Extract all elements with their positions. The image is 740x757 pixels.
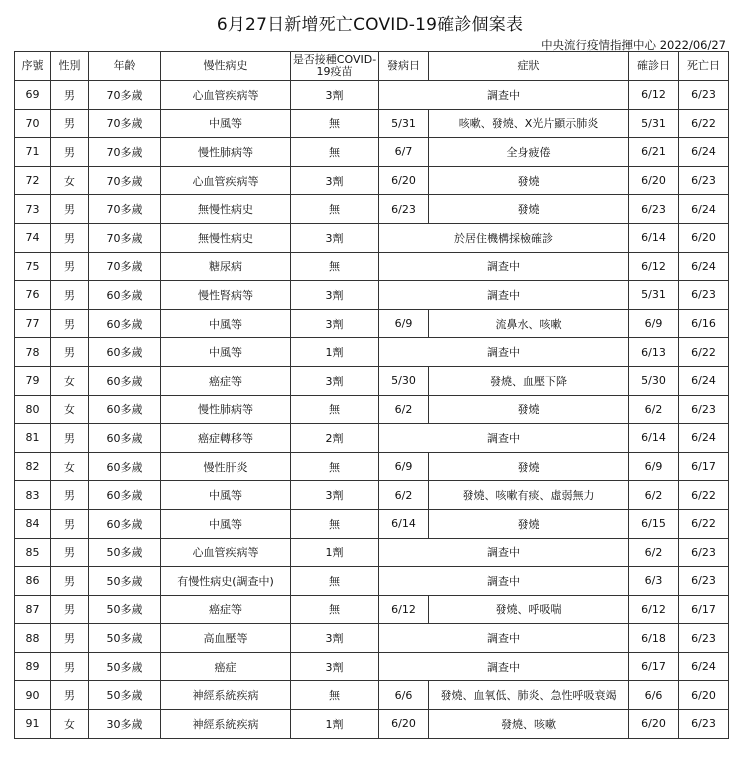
cell-vaccine: 3劑 xyxy=(291,309,379,338)
table-row xyxy=(15,166,729,195)
cell-onset: 5/30 xyxy=(379,366,429,395)
cell-symptoms: 調查中 xyxy=(379,424,629,453)
cell-sex: 男 xyxy=(51,281,89,310)
cell-age: 70多歲 xyxy=(89,195,161,224)
page-title: 6月27日新增死亡COVID-19確診個案表 xyxy=(216,15,524,35)
cell-no: 79 xyxy=(15,366,51,395)
cell-no: 70 xyxy=(15,109,51,138)
cell-sex: 男 xyxy=(51,595,89,624)
cell-age: 60多歲 xyxy=(89,424,161,453)
cell-no: 72 xyxy=(15,166,51,195)
table-header-row xyxy=(15,52,729,81)
cell-symptoms: 流鼻水、咳嗽 xyxy=(429,309,629,338)
case-table xyxy=(14,51,729,739)
cell-vaccine: 3劑 xyxy=(291,166,379,195)
cell-age: 60多歲 xyxy=(89,281,161,310)
cell-death: 6/23 xyxy=(679,166,729,195)
cell-vaccine: 1劑 xyxy=(291,710,379,739)
cell-no: 77 xyxy=(15,309,51,338)
cell-onset: 6/2 xyxy=(379,481,429,510)
cell-death: 6/22 xyxy=(679,338,729,367)
cell-no: 83 xyxy=(15,481,51,510)
cell-age: 50多歲 xyxy=(89,652,161,681)
table-row xyxy=(15,681,729,710)
table-row xyxy=(15,138,729,167)
cell-disease: 神經系統疾病 xyxy=(161,681,291,710)
cell-disease: 癌症 xyxy=(161,652,291,681)
cell-symptoms: 發燒 xyxy=(429,509,629,538)
cell-disease: 慢性腎病等 xyxy=(161,281,291,310)
cell-no: 91 xyxy=(15,710,51,739)
cell-onset: 6/12 xyxy=(379,595,429,624)
cell-disease: 中風等 xyxy=(161,338,291,367)
cell-confirm: 6/12 xyxy=(629,595,679,624)
cell-disease: 慢性肺病等 xyxy=(161,138,291,167)
cell-onset: 6/14 xyxy=(379,509,429,538)
cell-confirm: 6/21 xyxy=(629,138,679,167)
cell-sex: 男 xyxy=(51,652,89,681)
table-row xyxy=(15,509,729,538)
cell-onset: 6/20 xyxy=(379,166,429,195)
cell-symptoms: 發燒 xyxy=(429,452,629,481)
cell-age: 60多歲 xyxy=(89,452,161,481)
cell-disease: 癌症等 xyxy=(161,366,291,395)
cell-age: 50多歲 xyxy=(89,681,161,710)
cell-sex: 女 xyxy=(51,710,89,739)
cell-vaccine: 無 xyxy=(291,509,379,538)
cell-symptoms: 於居住機構採檢確診 xyxy=(379,223,629,252)
cell-confirm: 6/2 xyxy=(629,481,679,510)
cell-disease: 中風等 xyxy=(161,509,291,538)
table-row xyxy=(15,538,729,567)
cell-death: 6/16 xyxy=(679,309,729,338)
cell-sex: 男 xyxy=(51,481,89,510)
cell-death: 6/24 xyxy=(679,138,729,167)
table-body xyxy=(15,81,729,739)
cell-disease: 中風等 xyxy=(161,309,291,338)
cell-symptoms: 調查中 xyxy=(379,252,629,281)
cell-age: 70多歲 xyxy=(89,138,161,167)
table-row xyxy=(15,109,729,138)
cell-onset: 6/6 xyxy=(379,681,429,710)
cell-symptoms: 調查中 xyxy=(379,538,629,567)
cell-death: 6/20 xyxy=(679,681,729,710)
cell-disease: 糖尿病 xyxy=(161,252,291,281)
cell-age: 60多歲 xyxy=(89,481,161,510)
cell-death: 6/22 xyxy=(679,509,729,538)
cell-no: 87 xyxy=(15,595,51,624)
cell-sex: 女 xyxy=(51,395,89,424)
cell-sex: 男 xyxy=(51,252,89,281)
cell-sex: 女 xyxy=(51,452,89,481)
cell-confirm: 6/9 xyxy=(629,452,679,481)
cell-death: 6/24 xyxy=(679,652,729,681)
table-row xyxy=(15,395,729,424)
cell-symptoms: 調查中 xyxy=(379,567,629,596)
cell-age: 60多歲 xyxy=(89,395,161,424)
cell-death: 6/24 xyxy=(679,195,729,224)
cell-disease: 無慢性病史 xyxy=(161,223,291,252)
table-row xyxy=(15,452,729,481)
cell-disease: 心血管疾病等 xyxy=(161,81,291,110)
cell-disease: 高血壓等 xyxy=(161,624,291,653)
cell-confirm: 6/6 xyxy=(629,681,679,710)
cell-confirm: 6/18 xyxy=(629,624,679,653)
cell-death: 6/23 xyxy=(679,567,729,596)
cell-death: 6/23 xyxy=(679,710,729,739)
cell-death: 6/22 xyxy=(679,481,729,510)
cell-confirm: 6/13 xyxy=(629,338,679,367)
cell-disease: 心血管疾病等 xyxy=(161,538,291,567)
source-note: 中央流行疫情指揮中心 2022/06/27 xyxy=(541,38,726,52)
cell-death: 6/23 xyxy=(679,538,729,567)
cell-vaccine: 3劑 xyxy=(291,481,379,510)
cell-symptoms: 發燒 xyxy=(429,166,629,195)
table-row xyxy=(15,710,729,739)
cell-vaccine: 無 xyxy=(291,395,379,424)
cell-symptoms: 發燒、咳嗽 xyxy=(429,710,629,739)
cell-age: 60多歲 xyxy=(89,366,161,395)
cell-age: 60多歲 xyxy=(89,309,161,338)
cell-vaccine: 無 xyxy=(291,681,379,710)
cell-age: 30多歲 xyxy=(89,710,161,739)
cell-disease: 癌症等 xyxy=(161,595,291,624)
cell-death: 6/17 xyxy=(679,452,729,481)
cell-confirm: 6/15 xyxy=(629,509,679,538)
cell-vaccine: 3劑 xyxy=(291,81,379,110)
cell-death: 6/24 xyxy=(679,252,729,281)
cell-symptoms: 調查中 xyxy=(379,652,629,681)
cell-symptoms: 調查中 xyxy=(379,338,629,367)
cell-sex: 男 xyxy=(51,138,89,167)
cell-no: 69 xyxy=(15,81,51,110)
cell-age: 70多歲 xyxy=(89,223,161,252)
cell-no: 86 xyxy=(15,567,51,596)
cell-vaccine: 3劑 xyxy=(291,281,379,310)
cell-confirm: 6/20 xyxy=(629,710,679,739)
cell-vaccine: 無 xyxy=(291,138,379,167)
cell-no: 85 xyxy=(15,538,51,567)
cell-confirm: 6/17 xyxy=(629,652,679,681)
cell-sex: 男 xyxy=(51,424,89,453)
cell-symptoms: 發燒、咳嗽有痰、虛弱無力 xyxy=(429,481,629,510)
table-row xyxy=(15,595,729,624)
cell-vaccine: 3劑 xyxy=(291,652,379,681)
cell-confirm: 6/12 xyxy=(629,81,679,110)
cell-disease: 神經系統疾病 xyxy=(161,710,291,739)
cell-death: 6/20 xyxy=(679,223,729,252)
header-vaccine: 是否接種COVID-19疫苗 xyxy=(291,52,379,81)
header-death: 死亡日 xyxy=(679,52,729,81)
cell-vaccine: 無 xyxy=(291,567,379,596)
cell-onset: 6/23 xyxy=(379,195,429,224)
cell-disease: 慢性肺病等 xyxy=(161,395,291,424)
cell-confirm: 6/12 xyxy=(629,252,679,281)
cell-death: 6/22 xyxy=(679,109,729,138)
cell-age: 50多歲 xyxy=(89,538,161,567)
cell-no: 81 xyxy=(15,424,51,453)
cell-sex: 男 xyxy=(51,338,89,367)
cell-symptoms: 發燒、血壓下降 xyxy=(429,366,629,395)
table-row xyxy=(15,223,729,252)
cell-age: 70多歲 xyxy=(89,166,161,195)
cell-death: 6/24 xyxy=(679,366,729,395)
cell-age: 60多歲 xyxy=(89,338,161,367)
cell-vaccine: 1劑 xyxy=(291,538,379,567)
cell-sex: 男 xyxy=(51,681,89,710)
cell-onset: 6/2 xyxy=(379,395,429,424)
cell-confirm: 6/2 xyxy=(629,395,679,424)
cell-sex: 男 xyxy=(51,309,89,338)
cell-vaccine: 無 xyxy=(291,452,379,481)
cell-vaccine: 無 xyxy=(291,195,379,224)
cell-sex: 男 xyxy=(51,195,89,224)
cell-onset: 6/7 xyxy=(379,138,429,167)
cell-disease: 心血管疾病等 xyxy=(161,166,291,195)
cell-vaccine: 3劑 xyxy=(291,624,379,653)
cell-onset: 6/9 xyxy=(379,309,429,338)
cell-confirm: 5/30 xyxy=(629,366,679,395)
cell-no: 80 xyxy=(15,395,51,424)
cell-age: 70多歲 xyxy=(89,109,161,138)
header-sex: 性別 xyxy=(51,52,89,81)
cell-confirm: 5/31 xyxy=(629,281,679,310)
cell-no: 82 xyxy=(15,452,51,481)
table-row xyxy=(15,567,729,596)
cell-disease: 有慢性病史(調查中) xyxy=(161,567,291,596)
header-disease: 慢性病史 xyxy=(161,52,291,81)
cell-confirm: 6/3 xyxy=(629,567,679,596)
table-row xyxy=(15,252,729,281)
table-row xyxy=(15,652,729,681)
cell-sex: 男 xyxy=(51,538,89,567)
cell-vaccine: 1劑 xyxy=(291,338,379,367)
cell-sex: 男 xyxy=(51,509,89,538)
cell-sex: 女 xyxy=(51,366,89,395)
cell-age: 70多歲 xyxy=(89,81,161,110)
cell-death: 6/23 xyxy=(679,624,729,653)
table-row xyxy=(15,424,729,453)
cell-no: 74 xyxy=(15,223,51,252)
cell-sex: 男 xyxy=(51,109,89,138)
cell-symptoms: 調查中 xyxy=(379,281,629,310)
cell-death: 6/23 xyxy=(679,395,729,424)
cell-no: 76 xyxy=(15,281,51,310)
cell-onset: 6/20 xyxy=(379,710,429,739)
cell-no: 73 xyxy=(15,195,51,224)
cell-sex: 男 xyxy=(51,567,89,596)
cell-age: 50多歲 xyxy=(89,624,161,653)
cell-confirm: 6/14 xyxy=(629,424,679,453)
cell-confirm: 6/2 xyxy=(629,538,679,567)
cell-age: 50多歲 xyxy=(89,567,161,596)
cell-vaccine: 3劑 xyxy=(291,366,379,395)
cell-age: 60多歲 xyxy=(89,509,161,538)
cell-confirm: 6/20 xyxy=(629,166,679,195)
cell-no: 89 xyxy=(15,652,51,681)
cell-sex: 男 xyxy=(51,624,89,653)
cell-confirm: 5/31 xyxy=(629,109,679,138)
cell-symptoms: 發燒、血氧低、肺炎、急性呼吸衰竭 xyxy=(429,681,629,710)
cell-confirm: 6/14 xyxy=(629,223,679,252)
table-row xyxy=(15,281,729,310)
cell-confirm: 6/23 xyxy=(629,195,679,224)
cell-confirm: 6/9 xyxy=(629,309,679,338)
cell-disease: 中風等 xyxy=(161,109,291,138)
table-row xyxy=(15,481,729,510)
cell-vaccine: 無 xyxy=(291,595,379,624)
table-row xyxy=(15,366,729,395)
cell-no: 75 xyxy=(15,252,51,281)
cell-no: 78 xyxy=(15,338,51,367)
header-age: 年齡 xyxy=(89,52,161,81)
cell-death: 6/24 xyxy=(679,424,729,453)
cell-death: 6/23 xyxy=(679,81,729,110)
cell-age: 50多歲 xyxy=(89,595,161,624)
cell-symptoms: 調查中 xyxy=(379,81,629,110)
cell-death: 6/23 xyxy=(679,281,729,310)
cell-no: 88 xyxy=(15,624,51,653)
cell-symptoms: 發燒、呼吸喘 xyxy=(429,595,629,624)
cell-symptoms: 發燒 xyxy=(429,195,629,224)
cell-disease: 中風等 xyxy=(161,481,291,510)
cell-vaccine: 2劑 xyxy=(291,424,379,453)
cell-symptoms: 調查中 xyxy=(379,624,629,653)
cell-sex: 男 xyxy=(51,81,89,110)
cell-sex: 男 xyxy=(51,223,89,252)
header-confirm: 確診日 xyxy=(629,52,679,81)
cell-onset: 5/31 xyxy=(379,109,429,138)
cell-vaccine: 3劑 xyxy=(291,223,379,252)
cell-disease: 癌症轉移等 xyxy=(161,424,291,453)
cell-age: 70多歲 xyxy=(89,252,161,281)
table-row xyxy=(15,624,729,653)
cell-death: 6/17 xyxy=(679,595,729,624)
cell-symptoms: 發燒 xyxy=(429,395,629,424)
cell-no: 71 xyxy=(15,138,51,167)
cell-disease: 無慢性病史 xyxy=(161,195,291,224)
cell-disease: 慢性肝炎 xyxy=(161,452,291,481)
table-row xyxy=(15,309,729,338)
header-no: 序號 xyxy=(15,52,51,81)
table-row xyxy=(15,195,729,224)
cell-sex: 女 xyxy=(51,166,89,195)
cell-vaccine: 無 xyxy=(291,109,379,138)
cell-no: 84 xyxy=(15,509,51,538)
cell-vaccine: 無 xyxy=(291,252,379,281)
header-onset: 發病日 xyxy=(379,52,429,81)
table-row xyxy=(15,81,729,110)
table-row xyxy=(15,338,729,367)
cell-symptoms: 咳嗽、發燒、X光片顯示肺炎 xyxy=(429,109,629,138)
cell-symptoms: 全身疲倦 xyxy=(429,138,629,167)
cell-onset: 6/9 xyxy=(379,452,429,481)
cell-no: 90 xyxy=(15,681,51,710)
header-symptoms: 症狀 xyxy=(429,52,629,81)
